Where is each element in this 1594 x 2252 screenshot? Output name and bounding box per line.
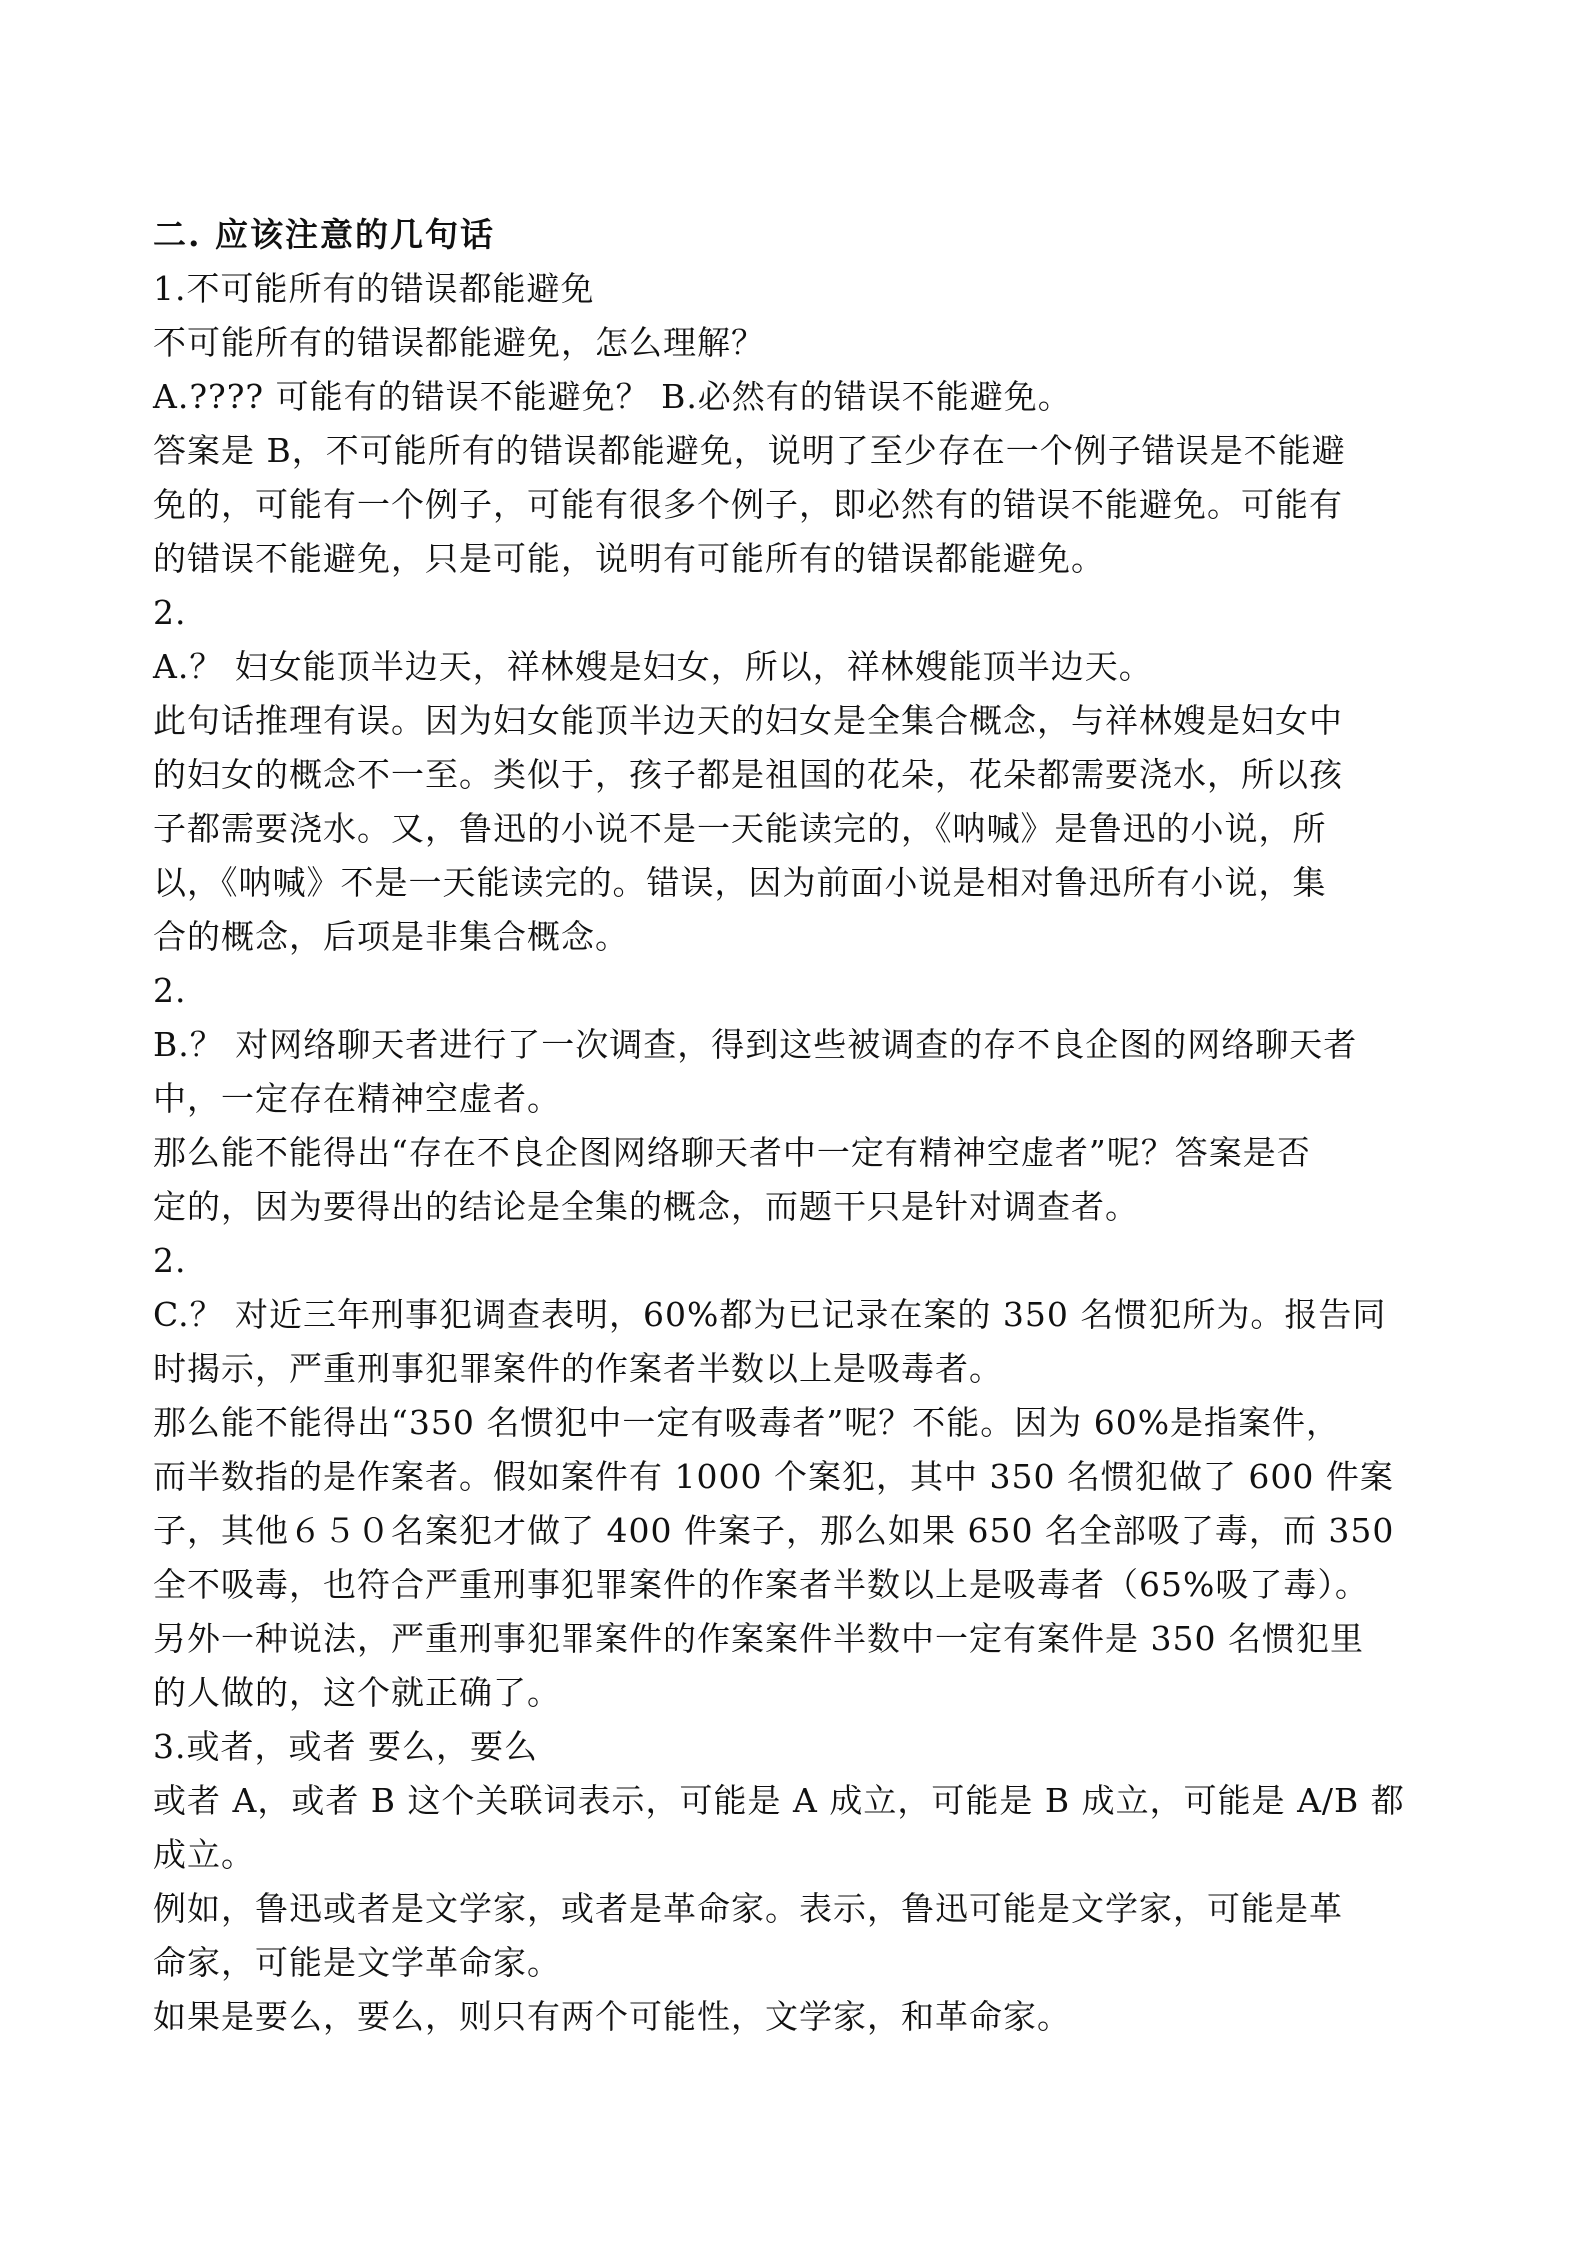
- text-line: 以，《呐喊》不是一天能读完的。错误，因为前面小说是相对鲁迅所有小说，集: [153, 863, 1327, 902]
- text-line: 免的，可能有一个例子，可能有很多个例子，即必然有的错误不能避免。可能有: [153, 485, 1343, 524]
- text-line: A.？ 妇女能顶半边天，祥林嫂是妇女，所以，祥林嫂能顶半边天。: [153, 647, 1153, 686]
- text-line: 或者 A，或者 B 这个关联词表示，可能是 A 成立，可能是 B 成立，可能是 A/B 都: [153, 1781, 1405, 1820]
- text-line: 答案是 B，不可能所有的错误都能避免，说明了至少存在一个例子错误是不能避: [153, 431, 1346, 470]
- text-line: 2.: [153, 971, 187, 1010]
- text-line: 1.不可能所有的错误都能避免: [153, 269, 595, 308]
- text-line: 例如，鲁迅或者是文学家，或者是革命家。表示，鲁迅可能是文学家，可能是革: [153, 1889, 1343, 1928]
- text-line: 2.: [153, 1241, 187, 1280]
- text-line: 的人做的，这个就正确了。: [153, 1673, 561, 1712]
- text-line: 时揭示，严重刑事犯罪案件的作案者半数以上是吸毒者。: [153, 1349, 1003, 1388]
- text-line: 中，一定存在精神空虚者。: [153, 1079, 561, 1118]
- text-line: 那么能不能得出“350 名惯犯中一定有吸毒者”呢？不能。因为 60%是指案件，: [153, 1403, 1341, 1442]
- text-line: 子都需要浇水。又，鲁迅的小说不是一天能读完的，《呐喊》是鲁迅的小说，所: [153, 809, 1327, 848]
- text-line: 定的，因为要得出的结论是全集的概念，而题干只是针对调查者。: [153, 1187, 1139, 1226]
- text-line: 如果是要么，要么，则只有两个可能性，文学家，和革命家。: [153, 1997, 1071, 2036]
- document-page: [153, 208, 1453, 2044]
- document-body: [153, 262, 1453, 2044]
- text-line: B.？ 对网络聊天者进行了一次调查，得到这些被调查的存不良企图的网络聊天者: [153, 1025, 1358, 1064]
- text-line: 3.或者，或者 要么，要么: [153, 1727, 538, 1766]
- text-line: 而半数指的是作案者。假如案件有 1000 个案犯，其中 350 名惯犯做了 600 件案: [153, 1457, 1394, 1496]
- text-line: 合的概念，后项是非集合概念。: [153, 917, 629, 956]
- section-heading: 二. 应该注意的几句话: [153, 215, 495, 254]
- text-line: 命家，可能是文学革命家。: [153, 1943, 561, 1982]
- text-line: 的妇女的概念不一至。类似于，孩子都是祖国的花朵，花朵都需要浇水，所以孩: [153, 755, 1343, 794]
- text-line: 成立。: [153, 1835, 255, 1874]
- text-line: 的错误不能避免，只是可能，说明有可能所有的错误都能避免。: [153, 539, 1105, 578]
- text-line: 那么能不能得出“存在不良企图网络聊天者中一定有精神空虚者”呢？答案是否: [153, 1133, 1311, 1172]
- text-line: A.???? 可能有的错误不能避免？ B.必然有的错误不能避免。: [153, 377, 1072, 416]
- text-line: 2.: [153, 593, 187, 632]
- text-line: C.？ 对近三年刑事犯调查表明，60%都为已记录在案的 350 名惯犯所为。报告同: [153, 1295, 1387, 1334]
- text-line: 不可能所有的错误都能避免，怎么理解？: [153, 323, 765, 362]
- text-line: 全不吸毒，也符合严重刑事犯罪案件的作案者半数以上是吸毒者（65%吸了毒）。: [153, 1565, 1369, 1604]
- text-line: 子，其他６５０名案犯才做了 400 件案子，那么如果 650 名全部吸了毒，而 350: [153, 1511, 1395, 1550]
- text-line: 另外一种说法，严重刑事犯罪案件的作案案件半数中一定有案件是 350 名惯犯里: [153, 1619, 1364, 1658]
- text-line: 此句话推理有误。因为妇女能顶半边天的妇女是全集合概念，与祥林嫂是妇女中: [153, 701, 1343, 740]
